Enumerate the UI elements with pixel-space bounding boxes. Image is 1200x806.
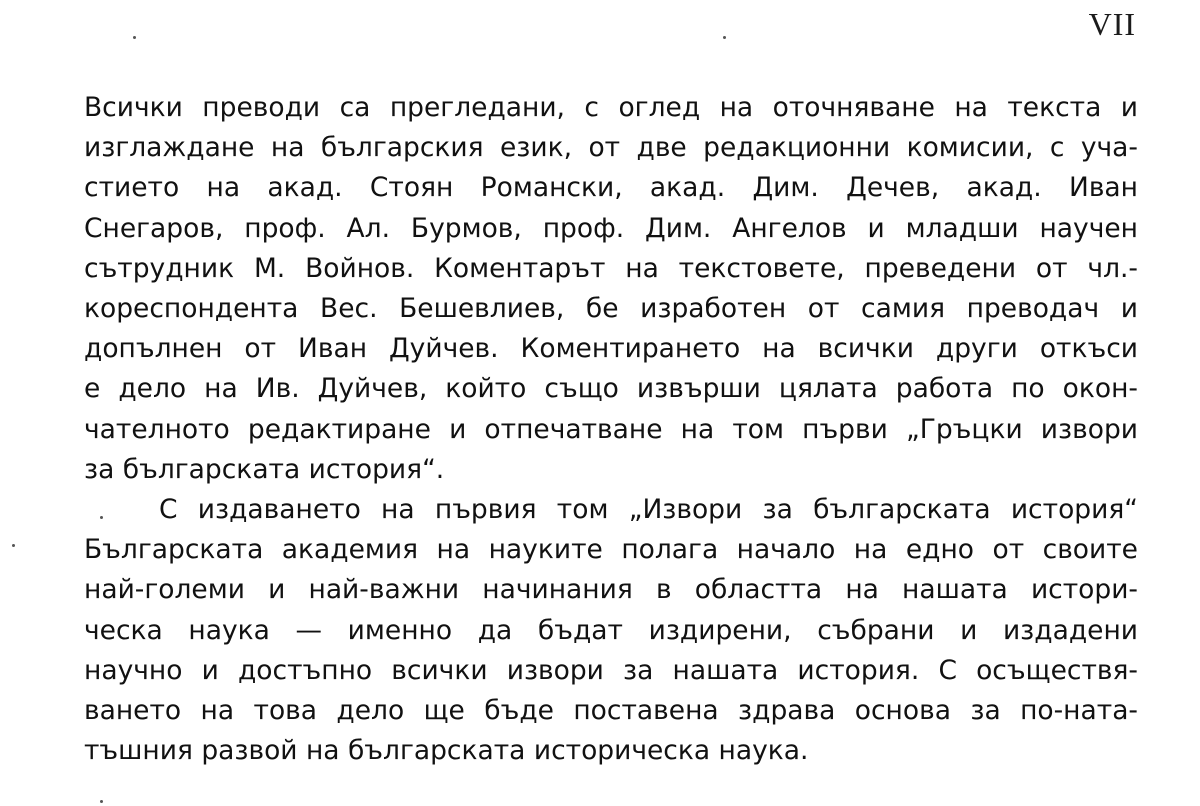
text-line: допълнен от Иван Дуйчев. Коментирането на всички други откъси — [84, 333, 1138, 365]
text-line: тъшния развой на българската историческа наука. — [84, 735, 809, 767]
text-line: най-големи и най-важни начинания в областта на нашата истори- — [84, 574, 1138, 606]
scan-speck — [723, 36, 726, 39]
text-line: е дело на Ив. Дуйчев, който също извърши цялата работа по окон- — [84, 373, 1138, 405]
text-line: Снегаров, проф. Ал. Бурмов, проф. Дим. Ангелов и младши научен — [84, 212, 1138, 244]
scan-speck — [100, 516, 103, 519]
scan-speck — [12, 544, 15, 547]
text-line: стието на акад. Стоян Романски, акад. Дим. Дечев, акад. Иван — [84, 172, 1138, 204]
text-line: ческа наука — именно да бъдат издирени, събрани и издадени — [84, 614, 1138, 646]
text-line: Всички преводи са прегледани, с оглед на оточняване на текста и — [84, 92, 1138, 123]
paragraph-2 — [84, 490, 1138, 771]
text-line: сътрудник М. Войнов. Коментарът на текстовете, преведени от чл.- — [84, 252, 1138, 284]
scan-speck — [100, 800, 103, 803]
text-line: изглаждане на българския език, от две редакционни комисии, с уча- — [84, 132, 1138, 164]
text-line: чателното редактиране и отпечатване на том първи „Гръцки извори — [84, 413, 1138, 445]
scan-speck — [133, 36, 136, 39]
text-line: кореспондента Вес. Бешевлиев, бе изработен от самия преводач и — [84, 292, 1138, 324]
text-line: за българската история“. — [84, 453, 445, 485]
text-line: Българската академия на науките полага начало на едно от своите — [84, 534, 1138, 566]
text-line: С издаването на първия том „Извори за българската история“ — [159, 494, 1138, 525]
paragraph-1 — [84, 88, 1138, 490]
text-line: научно и достъпно всички извори за нашата история. С осъществя- — [84, 654, 1138, 686]
page-number: VII — [1088, 6, 1136, 42]
text-line: ването на това дело ще бъде поставена здрава основа за по-ната- — [84, 694, 1138, 726]
